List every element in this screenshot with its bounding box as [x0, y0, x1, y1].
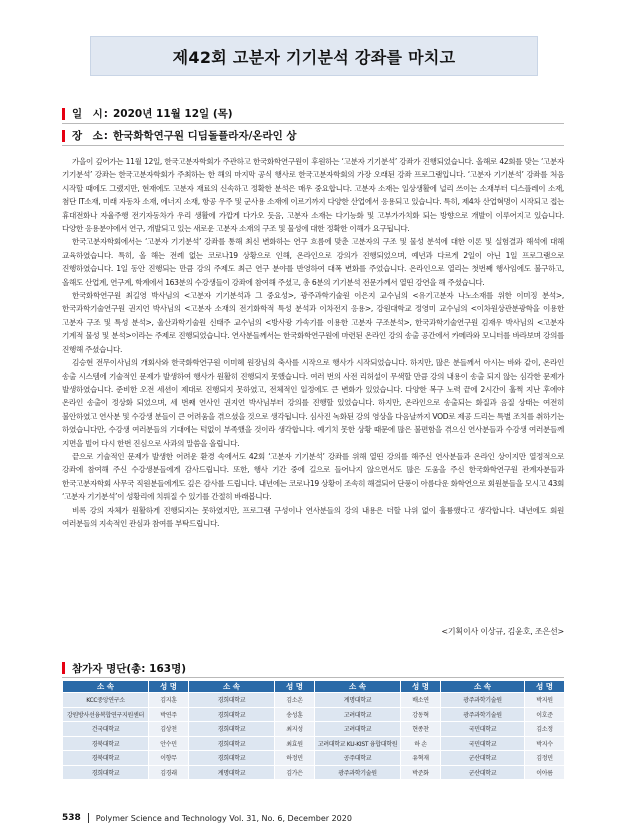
name-cell: 김가은	[275, 765, 315, 780]
org-cell: 경희대학교	[189, 707, 275, 722]
org-cell: 국민대학교	[441, 736, 525, 751]
org-cell: 경희대학교	[63, 765, 149, 780]
name-cell: 유혁재	[401, 751, 441, 766]
org-cell: 광주과학기술원	[441, 707, 525, 722]
org-cell: 광주과학기술원	[441, 693, 525, 708]
org-cell: KCC중앙연구소	[63, 693, 149, 708]
name-cell: 박지수	[525, 736, 565, 751]
article-signature: <기획이사 이상규, 김윤호, 조은선>	[441, 627, 564, 636]
journal-info: Polymer Science and Technology Vol. 31, No. 6, December 2020	[95, 813, 352, 823]
name-cell: 김정민	[525, 751, 565, 766]
column-header-org: 소 속	[315, 681, 401, 693]
table-row	[63, 693, 565, 708]
page-footer	[62, 812, 352, 824]
name-cell: 강동혁	[401, 707, 441, 722]
org-cell: 건국대학교	[63, 722, 149, 737]
org-cell: 군산대학교	[441, 765, 525, 780]
column-header-org: 소 속	[63, 681, 149, 693]
page-number: 538	[62, 813, 81, 823]
article-body	[62, 155, 564, 636]
name-cell: 송성훈	[275, 707, 315, 722]
org-cell: 경희대학교	[189, 722, 275, 737]
paragraph-program: 한국고분자학회에서는 ‘고분자 기기분석’ 강좌를 통해 최신 변화하는 연구 흐름에 맞춘 고분자의 구조 및 물성 분석에 대한 이론 및 실험결과 해석에 대해 교육하였습니다. 특히, 올 해는 전례 없는 코로나19 상황으로 인해, 온라인으로 강의가 진행되었으며, 예년과 다르게 2일이 아닌 1일 프로그램으로 진행하였습니다. 1일 동안 진행되는 만큼 강의 주제도 최근 연구 분야를 반영하여 대폭 변화를 주었습니다. 온라인으로 열리는 첫번째 행사임에도 불구하고, 올해도 산업계, 연구계, 학계에서 163분의 수강생들이 강좌에 참여해 주셨고, 총 6분의 기기분석 전문가께서 열띤 강연을 해 주셨습니다.	[62, 237, 564, 287]
org-cell: 계명대학교	[189, 765, 275, 780]
paragraph-closing: 비록 강의 자체가 원활하게 진행되지는 못하였지만, 프로그램 구성이나 연사분들의 강의 내용은 더할 나위 없이 훌륭했다고 생각합니다. 내년에도 회원 여러분들의 지속적인 관심과 참여를 부탁드립니다.	[62, 505, 564, 528]
paragraph-incident: 김승현 전무이사님의 개회사와 한국화학연구원 이미혜 원장님의 축사를 시작으로 행사가 시작되었습니다. 하지만, 많은 분들께서 아시는 바와 같이, 온라인 송출 시스템에 기술적인 문제가 발생하여 행사가 원활히 진행되지 못했습니다. 여러 번의 사전 리허설이 무색할 만큼 강의 내용이 송출 되지 않는 심각한 문제가 발생하였습니다. 준비한 오전 세션이 제대로 진행되지 못하였고, 전체적인 일정에도 큰 변화가 있었습니다. 다양한 복구 노력 끝에 2시간이 훌쩍 지난 후에야 온라인 송출이 정상화 되었으며, 세 번째 연사인 권지언 박사님부터 강의를 진행할 있었습니다. 하지만, 온라인으로 송출되는 화질과 음질 상태는 여전히 불안하였고 연사분 및 수강생 분들이 큰 어려움을 겪으셨을 것으로 생각됩니다. 심사진 녹화된 강의 영상을 다음날까지 VOD로 제공 드리는 특별 조치를 취하기는 하였습니다만, 수강생 여러분들의 기대에는 턱없이 부족했을 것이라 생각합니다. 예기치 못한 상황 때문에 많은 불편함을 겪으신 연사분들과 수강생 여러분들께 지면을 빌어 다시 한번 진심으로 사과의 말씀을 올립니다.	[62, 358, 564, 448]
paragraph-thanks: 끝으로 기술적인 문제가 발생한 어려운 환경 속에서도 42회 ‘고분자 기기분석’ 강좌를 위해 열띤 강의를 해주신 연사분들과 온라인 상이지만 열정적으로 강좌에 참여해 주신 수강생분들에게 감사드립니다. 또한, 행사 기간 중에 길으로 들어나지 않으면서도 많은 도움을 주신 한국화학연구원 관계자분들과 한국고분자학회 사무국 직원분들에게도 깊은 감사를 드립니다. 내년에는 코로나19 상황이 조속히 해결되어 단풍이 아름다운 화학연으로 회원분들을 모시고 43회 ‘고분자 기기분석’이 성황리에 치뤄질 수 있기를 간절히 바래봅니다.	[62, 451, 564, 502]
name-cell: 박지원	[525, 693, 565, 708]
name-cell: 박연주	[149, 707, 189, 722]
column-header-org: 소 속	[189, 681, 275, 693]
org-cell: 경희대학교	[189, 693, 275, 708]
column-header-name: 성 명	[275, 681, 315, 693]
org-cell: 군산대학교	[441, 751, 525, 766]
red-bullet-mark	[62, 108, 65, 120]
info-place-row	[62, 126, 564, 145]
org-cell: 광주과학기술원	[315, 765, 401, 780]
org-cell: 강원방사선융복합연구지원센터	[63, 707, 149, 722]
red-bullet-mark	[62, 662, 65, 674]
date-value: 2020년 11월 12일 (목)	[113, 108, 233, 120]
column-header-name: 성 명	[525, 681, 565, 693]
divider	[62, 123, 564, 124]
title-box	[90, 36, 538, 76]
name-cell: 김경래	[149, 765, 189, 780]
name-cell: 김상천	[149, 722, 189, 737]
name-cell: 하정민	[275, 751, 315, 766]
date-label: 일 시	[72, 108, 103, 120]
place-value: 한국화학연구원 디딤돌플라자/온라인 상	[113, 130, 297, 142]
name-cell: 배소연	[401, 693, 441, 708]
page-title: 제42회 고분자 기기분석 강좌를 마치고	[172, 47, 456, 67]
table-row	[63, 722, 565, 737]
name-cell: 박준화	[401, 765, 441, 780]
table-row	[63, 707, 565, 722]
name-cell: 최지성	[275, 722, 315, 737]
org-cell: 국민대학교	[441, 722, 525, 737]
org-cell: 고려대학교	[315, 722, 401, 737]
org-cell: 경희대학교	[189, 736, 275, 751]
name-cell: 김소온	[275, 693, 315, 708]
roster-title: 참가자 명단(총: 163명)	[72, 662, 187, 675]
info-date-row	[62, 104, 564, 123]
paragraph-intro: 가을이 깊어가는 11월 12일, 한국고분자학회가 주관하고 한국화학연구원이 후원하는 ‘고분자 기기분석’ 강좌가 진행되었습니다. 올해로 42회를 맞는 ‘고분자 기기분석’ 강좌는 한국고분자학회가 주최하는 한 해의 마지막 공식 행사로 한국고분자학회의 가장 오래된 강좌 프로그램입니다. ‘고분자 기기분석’ 강좌를 처음 시작할 때에도 그랬지만, 현재에도 고분자 재료의 신속하고 정확한 분석은 매우 중요합니다. 고분자 소재는 일상생활에 널리 쓰이는 소재부터 디스플레이 소재, 첨단 IT소재, 미래 자동차 소재, 에너지 소재, 항공 우주 및 군사용 소재에 이르기까지 다양한 산업에서 응용되고 있습니다. 특히, 제4차 산업혁명이 시작되고 접는 휴대전화나 자율주행 전기자동차가 우리 생활에 가깝게 다가오 듯음, 고분자 소재는 다기능화 및 고부가가치화 되는 방향으로 개발이 이루어지고 있습니다. 다양한 응용분야에서 연구, 개발되고 있는 새로운 고분자 소재의 구조 및 물성에 대한 정확한 이해가 요구됩니다.	[62, 157, 564, 234]
red-bullet-mark	[62, 130, 65, 142]
org-cell: 경북대학교	[63, 751, 149, 766]
name-cell: 안수민	[149, 736, 189, 751]
participant-table	[62, 680, 565, 780]
name-cell: 현종찬	[401, 722, 441, 737]
column-header-org: 소 속	[441, 681, 525, 693]
table-row	[63, 736, 565, 751]
footer-divider	[88, 813, 89, 823]
divider	[62, 677, 564, 678]
name-cell: 이아름	[525, 765, 565, 780]
roster-heading	[62, 659, 564, 677]
place-label: 장 소	[72, 130, 103, 142]
org-cell: 공주대학교	[315, 751, 401, 766]
name-cell: 김지훈	[149, 693, 189, 708]
org-cell: 경북대학교	[63, 736, 149, 751]
org-cell: 경희대학교	[189, 751, 275, 766]
colon: :	[103, 129, 108, 142]
table-row	[63, 751, 565, 766]
name-cell: 김소정	[525, 722, 565, 737]
org-cell: 고려대학교 KU-KIST 융합대학원	[315, 736, 401, 751]
column-header-name: 성 명	[149, 681, 189, 693]
table-row	[63, 765, 565, 780]
colon: :	[103, 107, 108, 120]
column-header-name: 성 명	[401, 681, 441, 693]
name-cell: 이향무	[149, 751, 189, 766]
divider	[62, 145, 564, 146]
org-cell: 고려대학교	[315, 707, 401, 722]
paragraph-speakers: 한국화학연구원 최길영 박사님의 <고분자 기기분석과 그 중요성>, 광주과학기술원 이은지 교수님의 <유기고분자 나노소재를 위한 이미징 분석>, 한국과학기술연구원 권지언 박사님의 <고분자 소재의 전기화학적 특성 분석과 이차전지 응용>, 강원대학교 정영미 교수님의 <이차원상관분광학을 이용한 고분자 구조 및 특성 분석>, 울산과학기술원 신태주 교수님의 <방사광 가속기를 이용한 고분자 구조분석>, 한국과학기술연구원 김재우 박사님의 <고분자 기계적 물성 및 분석>이라는 주제로 진행되었습니다. 연사분들께서는 한국화학연구원에 마련된 온라인 강의 송출 공간에서 카메라와 모니터를 바라보며 강의를 진행해 주셨습니다.	[62, 291, 564, 354]
table-header-row	[63, 681, 565, 693]
name-cell: 하 손	[401, 736, 441, 751]
name-cell: 이호준	[525, 707, 565, 722]
org-cell: 계명대학교	[315, 693, 401, 708]
name-cell: 최효원	[275, 736, 315, 751]
